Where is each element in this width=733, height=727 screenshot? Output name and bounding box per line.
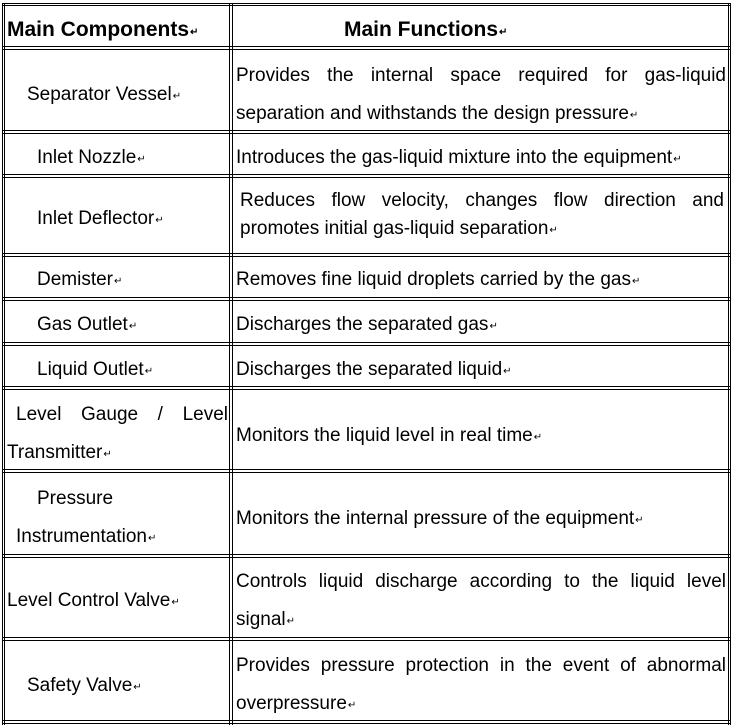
component-name: Separator Vessel [27, 84, 172, 105]
paragraph-mark: ↵ [171, 597, 180, 608]
header-components-text: Main Components [7, 18, 189, 41]
paragraph-mark: ↵ [114, 276, 123, 287]
component-name: Demister [37, 269, 114, 290]
row-divider [2, 46, 731, 47]
component-name: Gas Outlet [37, 314, 128, 335]
table-border-left-inner [4, 3, 5, 725]
header-functions [344, 17, 724, 46]
function-cell [236, 57, 726, 135]
paragraph-mark: ↵ [286, 616, 296, 627]
function-cell [236, 417, 728, 457]
component-cell [37, 306, 227, 346]
paragraph-mark: ↵ [103, 449, 112, 460]
component-cell [7, 582, 228, 622]
table-border-right [730, 3, 731, 725]
function-text: Removes fine liquid droplets carried by the gas [236, 269, 631, 290]
paragraph-mark: ↵ [190, 27, 199, 38]
function-cell [240, 187, 724, 245]
row-divider [2, 253, 731, 254]
function-cell [236, 563, 726, 641]
component-cell [16, 480, 206, 558]
function-text: Discharges the separated gas [236, 314, 489, 335]
component-name: Liquid Outlet [37, 359, 144, 380]
paragraph-mark: ↵ [128, 321, 138, 332]
table-border-top-inner [2, 5, 731, 6]
component-cell [27, 667, 227, 707]
paragraph-mark: ↵ [155, 215, 164, 226]
function-cell [236, 261, 728, 301]
component-name: Safety Valve [27, 675, 133, 696]
function-text: Monitors the internal pressure of the equipment [236, 508, 635, 529]
function-cell [236, 139, 728, 179]
function-text: Provides the internal space required for gas-liquid separation and withstands the design pressure [236, 65, 726, 124]
component-cell [7, 396, 228, 474]
function-text: Monitors the liquid level in real time [236, 425, 533, 446]
function-text: Introduces the gas-liquid mixture into the equipment [236, 147, 673, 168]
paragraph-mark: ↵ [549, 225, 558, 236]
component-cell [27, 76, 227, 116]
paragraph-mark: ↵ [144, 366, 154, 377]
column-divider [229, 3, 230, 725]
table-border-top [2, 3, 731, 4]
component-name: Level Gauge / Level Transmitter [7, 404, 228, 463]
paragraph-mark: ↵ [133, 682, 142, 693]
row-divider [2, 256, 731, 257]
paragraph-mark: ↵ [137, 154, 146, 165]
component-name: Level Control Valve [7, 590, 171, 611]
header-functions-text: Main Functions [344, 18, 498, 41]
component-name: Inlet Deflector [37, 208, 155, 229]
component-name: Inlet Nozzle [37, 147, 137, 168]
paragraph-mark: ↵ [347, 700, 357, 711]
header-components [7, 17, 227, 46]
row-divider [2, 49, 731, 50]
paragraph-mark: ↵ [499, 27, 508, 38]
paragraph-mark: ↵ [503, 366, 512, 377]
table-border-left [2, 3, 3, 725]
component-cell [37, 200, 227, 240]
function-cell [236, 351, 728, 391]
function-text: Controls liquid discharge according to the liquid level signal [236, 571, 726, 630]
function-text: Provides pressure protection in the event of abnormal overpressure [236, 655, 726, 714]
component-name: Pressure Instrumentation [16, 488, 147, 547]
table-border-right-inner [728, 3, 729, 725]
paragraph-mark: ↵ [172, 91, 182, 102]
paragraph-mark: ↵ [533, 432, 543, 443]
component-cell [37, 261, 227, 301]
function-cell [236, 500, 728, 540]
component-cell [37, 139, 227, 179]
component-cell [37, 351, 227, 391]
paragraph-mark: ↵ [489, 321, 498, 332]
paragraph-mark: ↵ [629, 110, 639, 121]
function-cell [236, 647, 726, 725]
function-cell [236, 306, 728, 346]
function-text: Discharges the separated liquid [236, 359, 503, 380]
paragraph-mark: ↵ [673, 154, 682, 165]
paragraph-mark: ↵ [635, 515, 644, 526]
function-text: Reduces flow velocity, changes flow direction and promotes initial gas-liquid separation [240, 190, 724, 239]
paragraph-mark: ↵ [147, 533, 157, 544]
paragraph-mark: ↵ [631, 276, 641, 287]
column-divider [232, 3, 233, 725]
